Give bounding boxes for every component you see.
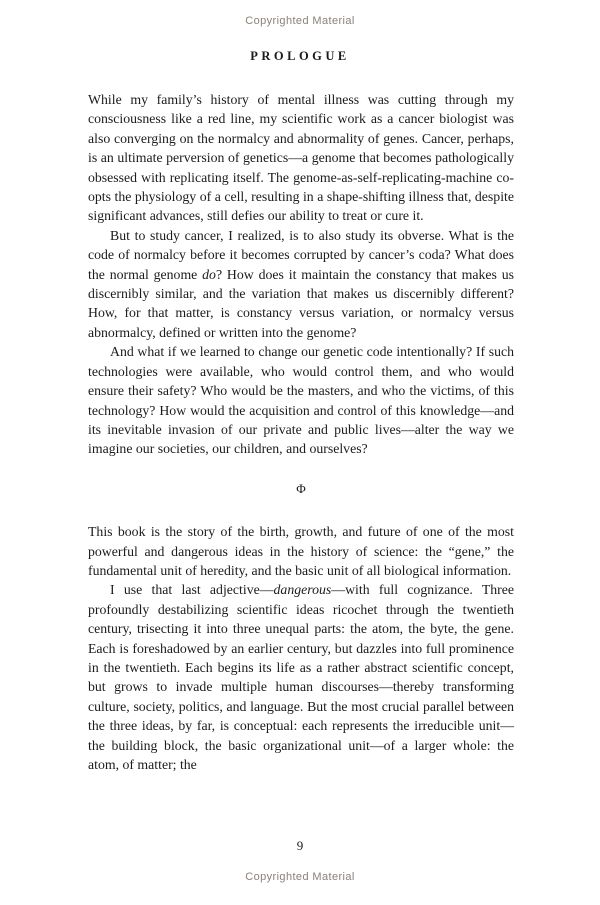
paragraph (88, 342, 514, 458)
text-run: And what if we learned to change our genetic code intentionally? If such technologies were available, who would control them, and who would ensure their safety? Who would be the masters, and who the victims, of this technology? How would the acquisition and control of this knowledge—and its inevitable invasion of our private and public lives—alter the way we imagine our societies, our children, and ourselves? (88, 344, 514, 457)
text-run: dangerous (273, 582, 332, 598)
text-run: —with full cognizance. Three profoundly destabilizing scientific ideas ricochet through the twentieth century, trisecting it into three unequal parts: the atom, the byte, the gene. Each is foreshadowed by an earlier century, but dazzles into full prominence in the twentieth. Each begins its life as a rather abstract scientific concept, but grows to invade multiple human discourses—thereby transforming culture, society, politics, and language. But the most crucial parallel between the three ideas, by far, is conceptual: each represents the irreducible unit—the building block, the basic organizational unit—of a larger whole: the atom, of matter; the (88, 582, 514, 772)
paragraph (88, 90, 514, 226)
section-divider-symbol: Φ (296, 480, 306, 496)
body-text (88, 90, 514, 774)
body-section-2 (88, 522, 514, 774)
copyright-notice-top: Copyrighted Material (245, 15, 355, 27)
text-run: While my family’s history of mental illness was cutting through my consciousness like a red line, my scientific work as a cancer biologist was also converging on the normalcy and abnormality of genes. Cancer, perhaps, is an ultimate perversion of genetics—a genome that becomes pathologically obsessed with replicating itself. The genome-as-self-replicating-machine co-opts the physiology of a cell, resulting in a shape-shifting illness that, despite significant advances, still defies our ability to treat or cure it. (88, 92, 514, 224)
text-run: I use that last adjective— (110, 582, 274, 598)
body-section-1 (88, 90, 514, 459)
page-number: 9 (296, 838, 304, 853)
copyright-notice-bottom: Copyrighted Material (245, 871, 355, 883)
text-run: This book is the story of the birth, growth, and future of one of the most powerful and dangerous ideas in the history of science: the “gene,” the fundamental unit of heredity, and the basic unit of all biological information. (88, 524, 514, 578)
text-run: But to study cancer, I realized, is to also study its obverse. What is the code of normalcy before it becomes corrupted by cancer’s coda? What does the normal genome (88, 227, 514, 282)
paragraph (88, 522, 514, 580)
paragraph (88, 226, 514, 342)
paragraph (88, 580, 514, 774)
chapter-heading: PROLOGUE (250, 49, 350, 63)
text-run: do (202, 266, 216, 282)
text-run: ? How does it maintain the constancy that makes us discernibly similar, and the variation that makes us discernibly different? How, for that matter, is constancy versus variation, or normalcy versus abnormalcy, defined or written into the genome? (88, 266, 514, 340)
